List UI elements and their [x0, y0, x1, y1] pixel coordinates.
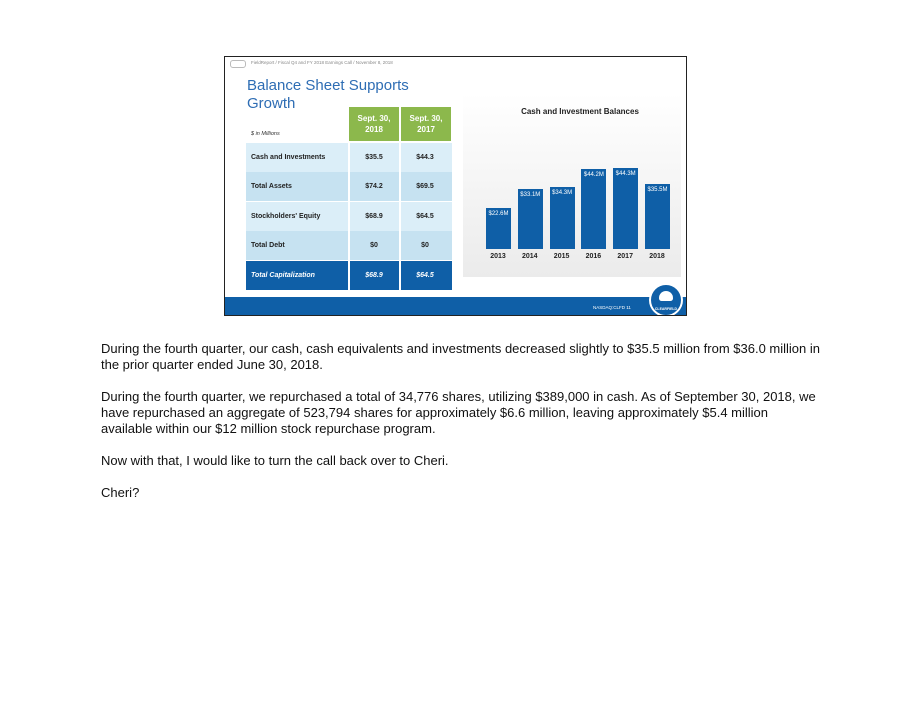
paragraph-handoff: Now with that, I would like to turn the call back over to Cheri.	[101, 453, 449, 468]
column-divider	[348, 141, 350, 291]
row-label: Total Assets	[251, 183, 292, 190]
bar-2016	[581, 169, 606, 249]
slide-footer	[225, 297, 686, 316]
row-value-2017: $0	[421, 242, 429, 249]
row-value-2017: $64.5	[416, 213, 434, 220]
row-label: Total Capitalization	[251, 272, 315, 279]
col-header-2017-line1: Sept. 30,	[409, 114, 443, 123]
row-value-2018: $68.9	[365, 272, 383, 279]
bar-2017	[613, 168, 638, 249]
x-tick-label: 2016	[585, 253, 602, 260]
x-tick-label: 2017	[617, 253, 633, 260]
col-header-2018-line2: 2018	[365, 125, 383, 134]
slide-breadcrumb: FieldReport / Fiscal Q4 and FY 2018 Earnings Call / November 8, 2018	[251, 60, 393, 65]
x-tick-label: 2015	[553, 253, 570, 260]
bar-data-label: $22.6M	[488, 210, 509, 217]
row-value-2018: $68.9	[365, 213, 383, 220]
units-label: $ in Millions	[251, 131, 280, 137]
chart-title: Cash and Investment Balances	[521, 107, 639, 116]
shell-icon	[659, 291, 673, 301]
clearfield-logo-icon	[649, 283, 683, 316]
x-tick-label: 2014	[522, 253, 538, 260]
slide-header-bar	[225, 57, 686, 69]
bar-data-label: $33.1M	[520, 191, 541, 198]
bar-2018	[645, 184, 670, 249]
fieldreport-logo-icon	[230, 60, 246, 68]
col-header-2017-line2: 2017	[417, 125, 435, 134]
x-tick-label: 2018	[649, 253, 665, 260]
row-label: Stockholders' Equity	[251, 213, 321, 220]
bar-data-label: $35.5M	[647, 187, 668, 194]
slide-title-line2: Growth	[247, 95, 296, 112]
column-divider	[399, 141, 401, 291]
logo-wordmark: CLEARFIELD	[654, 307, 678, 311]
bar-data-label: $44.2M	[583, 171, 604, 178]
paragraph-cash: During the fourth quarter, our cash, cash equivalents and investments decreased slightly to $35.5 million from $36.0 million in the prior quarter ended June 30, 2018.	[101, 341, 820, 372]
bar-2015	[550, 187, 575, 249]
bar-2014	[518, 189, 543, 249]
row-value-2018: $74.2	[365, 183, 383, 190]
row-value-2017: $44.3	[416, 154, 434, 161]
paragraph-repurchase: During the fourth quarter, we repurchased a total of 34,776 shares, utilizing $389,000 in cash. As of September 30, 2018, we have repurchased an aggregate of 523,794 shares for approximately $6.6 million, leaving approximately $5.4 million available within our $12 million stock repurchase program.	[101, 389, 816, 436]
paragraph-cheri: Cheri?	[101, 485, 140, 500]
row-value-2018: $35.5	[365, 154, 383, 161]
x-tick-label: 2013	[490, 253, 506, 260]
row-value-2017: $69.5	[416, 183, 434, 190]
row-label: Total Debt	[251, 242, 285, 249]
col-header-2018-line1: Sept. 30,	[357, 114, 391, 123]
bar-data-label: $44.3M	[615, 171, 636, 178]
col-header-2017	[401, 107, 451, 141]
col-header-2018	[349, 107, 399, 141]
row-value-2018: $0	[370, 242, 378, 249]
row-value-2017: $64.5	[416, 272, 434, 279]
row-label: Cash and Investments	[251, 154, 326, 161]
slide-image	[224, 56, 687, 316]
bar-data-label: $34.3M	[552, 189, 573, 196]
footer-ticker: NASDAQ:CLFD 11	[593, 305, 631, 310]
slide-title-line1: Balance Sheet Supports	[247, 77, 409, 94]
